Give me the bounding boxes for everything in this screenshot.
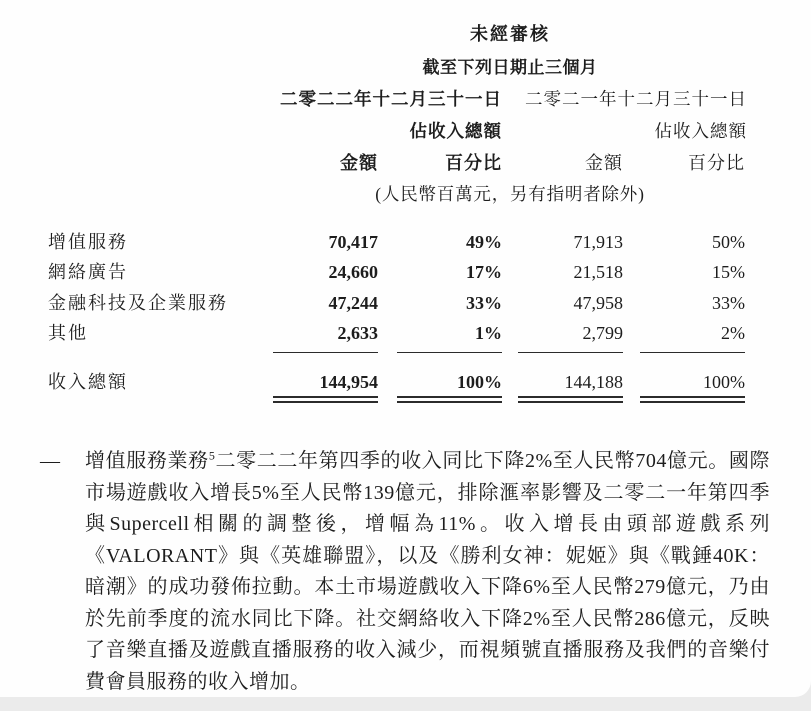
row-label: 增值服務 xyxy=(48,232,128,252)
note-text xyxy=(85,446,770,698)
total-amount-2022: 144,954 xyxy=(319,372,378,392)
column-date-2022: 二零二二年十二月三十一日 xyxy=(280,89,502,109)
bullet-dash: — xyxy=(40,450,60,472)
footnote-ref: 5 xyxy=(208,448,216,463)
amount-2022: 47,244 xyxy=(328,293,378,313)
amount-2021: 2,799 xyxy=(518,323,623,353)
total-row-label: 收入總額 xyxy=(48,372,128,392)
column-header-percentage-2021: 百分比 xyxy=(688,153,745,173)
share-label-2022: 佔收入總額 xyxy=(409,121,502,141)
total-double-rule xyxy=(48,396,748,403)
column-header-amount-2021: 金額 xyxy=(585,153,623,173)
row-label: 網絡廣告 xyxy=(48,262,128,282)
double-rule xyxy=(397,396,502,403)
table-row xyxy=(48,289,748,315)
double-rule xyxy=(273,396,378,403)
heading-period: 截至下列日期止三個月 xyxy=(422,58,598,77)
double-rule xyxy=(640,396,745,403)
share-of-revenue-row xyxy=(48,118,748,143)
total-amount-2021: 144,188 xyxy=(564,372,623,392)
note-body: 二零二二年第四季的收入同比下降2%至人民幣704億元。國際市場遊戲收入增長5%至人民幣139億元，排除滙率影響及二零二一年第四季與Supercell相關的調整後，增幅為11%。收入增長由頭部遊戲系列《VALORANT》與《英雄聯盟》，以及《勝利女神：妮姬》與《戰錘40K：暗潮》的成功發佈拉動。本土市場遊戲收入下降6%至人民幣279億元，乃由於先前季度的流水同比下降。社交網絡收入下降2%至人民幣286億元，反映了音樂直播及遊戲直播服務的收入減少，而視頻號直播服務及我們的音樂付費會員服務的收入增加。 xyxy=(85,450,770,693)
amount-2022: 24,660 xyxy=(328,262,378,282)
amount-2021: 21,518 xyxy=(573,262,623,282)
table-row xyxy=(48,258,748,284)
amount-2022: 2,633 xyxy=(273,323,378,353)
percentage-2022: 1% xyxy=(397,323,502,353)
amount-2021: 71,913 xyxy=(573,232,623,252)
percentage-2022: 49% xyxy=(466,232,502,252)
table-total-row xyxy=(48,368,748,394)
amount-2022: 70,417 xyxy=(328,232,378,252)
total-percentage-2022: 100% xyxy=(457,372,502,392)
note-lead: 增值服務業務 xyxy=(85,450,209,472)
percentage-2022: 33% xyxy=(466,293,502,313)
percentage-2021: 2% xyxy=(640,323,745,353)
percentage-2021: 50% xyxy=(712,232,745,252)
heading-unaudited: 未經審核 xyxy=(470,24,550,44)
page-bottom-edge xyxy=(0,697,811,711)
column-dates-row xyxy=(48,86,748,111)
vas-note-paragraph xyxy=(40,446,770,698)
column-headers-row xyxy=(48,149,748,175)
total-percentage-2021: 100% xyxy=(703,372,745,392)
unit-note: (人民幣百萬元，另有指明者除外) xyxy=(375,184,645,204)
table-row xyxy=(48,228,748,254)
amount-2021: 47,958 xyxy=(573,293,623,313)
percentage-2021: 33% xyxy=(712,293,745,313)
row-label: 其他 xyxy=(48,323,88,343)
percentage-2021: 15% xyxy=(712,262,745,282)
double-rule xyxy=(518,396,623,403)
column-date-2021: 二零二一年十二月三十一日 xyxy=(525,89,747,109)
table-row xyxy=(48,319,748,353)
column-header-percentage-2022: 百分比 xyxy=(445,153,502,173)
row-label: 金融科技及企業服務 xyxy=(48,293,228,313)
share-label-2021: 佔收入總額 xyxy=(654,121,747,141)
column-header-amount-2022: 金額 xyxy=(340,153,378,173)
percentage-2022: 17% xyxy=(466,262,502,282)
